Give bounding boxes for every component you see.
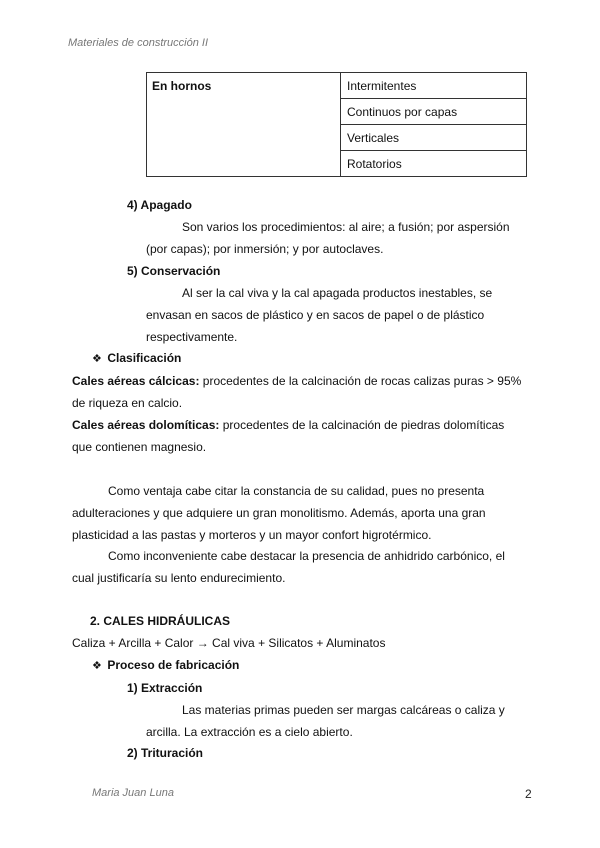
ventaja-line: adulteraciones y que adquiere un gran monolitismo. Además, aporta una gran	[72, 506, 486, 520]
diamond-bullet-icon: ❖	[92, 660, 102, 672]
ventaja-line: Como ventaja cabe citar la constancia de su calidad, pues no presenta	[108, 484, 485, 498]
inconveniente-line: cual justificaría su lento endurecimiento.	[72, 571, 286, 585]
table-cell: Continuos por capas	[341, 99, 527, 125]
proceso-heading	[92, 658, 239, 672]
apagado-line: (por capas); por inmersión; y por autoclaves.	[146, 242, 384, 256]
ventaja-line: plasticidad a las pastas y morteros y un mayor confort higrotérmico.	[72, 528, 432, 542]
table-row	[147, 73, 527, 99]
calcicas-paragraph	[72, 374, 521, 388]
extraccion-line: arcilla. La extracción es a cielo abierto.	[146, 725, 353, 739]
table-left-label: En hornos	[147, 73, 341, 177]
apagado-heading: 4) Apagado	[127, 198, 192, 212]
calcicas-term: Cales aéreas cálcicas:	[72, 374, 200, 388]
conservacion-line: envasan en sacos de plástico y en sacos de papel o de plástico	[146, 308, 485, 322]
dolomiticas-line: que contienen magnesio.	[72, 440, 207, 454]
conservacion-line: respectivamente.	[146, 330, 238, 344]
inconveniente-line: Como inconveniente cabe destacar la presencia de anhidrido carbónico, el	[108, 549, 505, 563]
trituracion-heading: 2) Trituración	[127, 746, 204, 760]
apagado-line: Son varios los procedimientos: al aire; a fusión; por aspersión	[182, 220, 510, 234]
proceso-title: Proceso de fabricación	[107, 658, 240, 672]
table-cell: Intermitentes	[341, 73, 527, 99]
kiln-types-table	[146, 72, 527, 177]
section-heading: 2. CALES HIDRÁULICAS	[90, 614, 231, 628]
calcicas-line: de riqueza en calcio.	[72, 396, 183, 410]
extraccion-heading: 1) Extracción	[127, 681, 203, 695]
reaction-formula: Caliza + Arcilla + Calor → Cal viva + Silicatos + Aluminatos	[72, 636, 386, 650]
clasificacion-title: Clasificación	[107, 351, 182, 365]
dolomiticas-term: Cales aéreas dolomíticas:	[72, 418, 220, 432]
conservacion-line: Al ser la cal viva y la cal apagada productos inestables, se	[182, 286, 493, 300]
table-cell: Verticales	[341, 125, 527, 151]
table-cell: Rotatorios	[341, 151, 527, 177]
clasificacion-heading	[92, 351, 181, 365]
dolomiticas-paragraph	[72, 418, 504, 432]
diamond-bullet-icon: ❖	[92, 353, 102, 365]
extraccion-line: Las materias primas pueden ser margas calcáreas o caliza y	[182, 703, 505, 717]
dolomiticas-text: procedentes de la calcinación de piedras dolomíticas	[219, 418, 505, 432]
page-number: 2	[525, 787, 532, 801]
page-header: Materiales de construcción II	[68, 37, 209, 49]
calcicas-text: procedentes de la calcinación de rocas calizas puras > 95%	[199, 374, 522, 388]
footer-author: Maria Juan Luna	[92, 787, 174, 799]
conservacion-heading: 5) Conservación	[127, 264, 221, 278]
